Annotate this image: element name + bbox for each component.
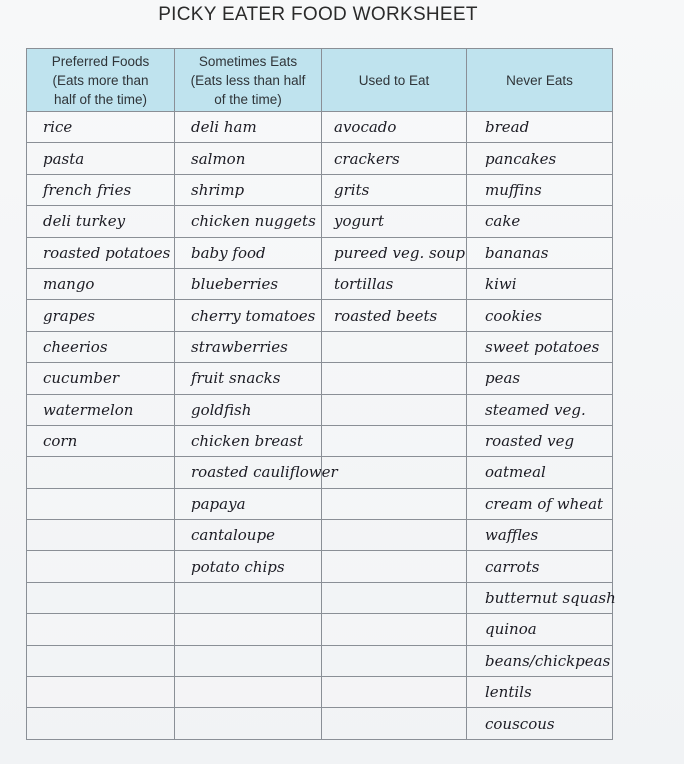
cell-sometimes <box>175 582 322 613</box>
food-entry: bananas <box>485 243 549 262</box>
food-entry: french fries <box>43 180 132 199</box>
table-row <box>27 488 613 519</box>
table-row <box>27 206 613 237</box>
column-header-used-to-eat <box>322 49 467 112</box>
cell-never-eats <box>467 457 613 488</box>
food-entry: sweet potatoes <box>485 337 600 356</box>
food-entry: fruit snacks <box>191 369 281 388</box>
food-entry: roasted beets <box>334 306 438 325</box>
food-entry: couscous <box>485 714 555 733</box>
food-entry: steamed veg. <box>485 400 586 419</box>
cell-never-eats <box>467 551 613 582</box>
food-entry: crackers <box>334 149 400 168</box>
cell-used-to-eat <box>322 457 467 488</box>
cell-used-to-eat <box>322 582 467 613</box>
cell-sometimes <box>175 457 338 488</box>
cell-sometimes <box>175 206 322 237</box>
food-entry: kiwi <box>485 275 517 294</box>
cell-sometimes <box>175 394 322 425</box>
cell-preferred <box>27 425 175 456</box>
cell-used-to-eat <box>322 112 467 143</box>
food-entry: avocado <box>334 118 397 137</box>
cell-preferred <box>27 582 175 613</box>
cell-sometimes <box>175 268 322 299</box>
food-entry: muffins <box>485 180 542 199</box>
food-entry: bread <box>485 118 530 137</box>
column-header-label: Never Eats <box>506 72 573 88</box>
table-row <box>27 614 613 645</box>
cell-preferred <box>27 677 175 708</box>
food-entry: rice <box>43 118 73 137</box>
cell-preferred <box>27 520 175 551</box>
table-row <box>27 300 613 331</box>
food-entry: baby food <box>191 243 266 262</box>
header-row <box>27 49 613 112</box>
table-row <box>27 112 613 143</box>
table-row <box>27 677 613 708</box>
food-entry: chicken breast <box>191 432 303 451</box>
cell-never-eats <box>467 143 613 174</box>
food-entry: cucumber <box>43 369 119 388</box>
food-entry: butternut squash <box>485 589 616 608</box>
cell-preferred <box>27 300 175 331</box>
cell-sometimes <box>175 237 322 268</box>
cell-sometimes <box>175 425 322 456</box>
cell-used-to-eat <box>322 614 467 645</box>
food-entry: oatmeal <box>485 463 546 482</box>
cell-sometimes <box>175 708 322 739</box>
cell-sometimes <box>175 551 322 582</box>
cell-preferred <box>27 206 175 237</box>
cell-preferred <box>27 488 175 519</box>
cell-sometimes <box>175 488 322 519</box>
food-entry: carrots <box>485 557 540 576</box>
table-row <box>27 363 613 394</box>
column-header-label: Sometimes Eats (Eats less than half of the time) <box>190 53 306 107</box>
cell-never-eats <box>467 363 613 394</box>
column-header-sometimes <box>175 49 322 112</box>
cell-preferred <box>27 331 175 362</box>
cell-never-eats <box>467 520 613 551</box>
cell-never-eats <box>467 425 613 456</box>
food-entry: beans/chickpeas <box>485 651 611 670</box>
column-header-preferred <box>27 49 175 112</box>
food-entry: quinoa <box>485 620 537 639</box>
cell-preferred <box>27 394 175 425</box>
table-row <box>27 268 613 299</box>
cell-never-eats <box>467 268 613 299</box>
food-entry: cherry tomatoes <box>191 306 316 325</box>
food-entry: waffles <box>485 526 539 545</box>
food-entry: pureed veg. soup <box>334 243 466 262</box>
food-entry: grits <box>334 180 370 199</box>
food-entry: roasted cauliflower <box>191 463 338 482</box>
cell-sometimes <box>175 331 322 362</box>
cell-never-eats <box>467 206 613 237</box>
cell-preferred <box>27 457 175 488</box>
food-entry: cantaloupe <box>191 526 275 545</box>
cell-preferred <box>27 112 175 143</box>
cell-used-to-eat <box>322 331 467 362</box>
cell-never-eats <box>467 237 613 268</box>
cell-sometimes <box>175 677 322 708</box>
table-row <box>27 582 613 613</box>
worksheet-title: PICKY EATER FOOD WORKSHEET <box>158 4 478 25</box>
food-entry: peas <box>485 369 521 388</box>
cell-preferred <box>27 614 175 645</box>
cell-used-to-eat <box>322 708 467 739</box>
food-entry: cookies <box>485 306 542 325</box>
table-row <box>27 394 613 425</box>
cell-used-to-eat <box>322 363 467 394</box>
cell-used-to-eat <box>322 300 467 331</box>
cell-never-eats <box>467 394 613 425</box>
food-entry: pasta <box>43 149 85 168</box>
column-header-label: Used to Eat <box>358 72 430 88</box>
table-row <box>27 237 613 268</box>
table-row <box>27 331 613 362</box>
cell-never-eats <box>467 300 613 331</box>
food-entry: blueberries <box>191 275 279 294</box>
cell-used-to-eat <box>322 174 467 205</box>
food-entry: grapes <box>43 306 95 325</box>
food-entry: salmon <box>191 149 246 168</box>
cell-never-eats <box>467 331 613 362</box>
cell-sometimes <box>175 300 322 331</box>
cell-used-to-eat <box>322 677 467 708</box>
food-entry: cheerios <box>43 337 108 356</box>
food-entry: papaya <box>191 494 246 513</box>
table-row <box>27 425 613 456</box>
table-body <box>27 112 616 740</box>
cell-sometimes <box>175 614 322 645</box>
food-entry: strawberries <box>191 337 288 356</box>
table-row <box>27 708 613 739</box>
food-entry: yogurt <box>334 212 384 231</box>
column-header-label: Preferred Foods (Eats more than half of the time) <box>51 53 150 107</box>
cell-never-eats <box>467 677 613 708</box>
table-row <box>27 645 613 676</box>
table-row <box>27 551 613 582</box>
food-entry: lentils <box>485 683 532 702</box>
cell-sometimes <box>175 143 322 174</box>
cell-used-to-eat <box>322 520 467 551</box>
cell-preferred <box>27 237 175 268</box>
cell-never-eats <box>467 645 613 676</box>
food-entry: goldfish <box>191 400 252 419</box>
food-entry: mango <box>43 275 95 294</box>
cell-never-eats <box>467 174 613 205</box>
cell-preferred <box>27 551 175 582</box>
food-entry: deli ham <box>191 118 257 137</box>
cell-never-eats <box>467 488 613 519</box>
cell-preferred <box>27 174 175 205</box>
cell-sometimes <box>175 645 322 676</box>
column-header-never-eats <box>467 49 613 112</box>
food-entry: chicken nuggets <box>191 212 316 231</box>
cell-never-eats <box>467 614 613 645</box>
food-entry: cake <box>485 212 521 231</box>
cell-preferred <box>27 645 175 676</box>
cell-used-to-eat <box>322 268 467 299</box>
cell-used-to-eat <box>322 425 467 456</box>
table-row <box>27 457 613 488</box>
food-entry: watermelon <box>43 400 134 419</box>
food-entry: roasted veg <box>485 432 575 451</box>
cell-preferred <box>27 363 175 394</box>
table-row <box>27 520 613 551</box>
cell-used-to-eat <box>322 645 467 676</box>
food-table <box>26 48 616 740</box>
food-entry: shrimp <box>191 180 245 199</box>
table-row <box>27 174 613 205</box>
cell-never-eats <box>467 112 613 143</box>
cell-used-to-eat <box>322 551 467 582</box>
cell-sometimes <box>175 174 322 205</box>
food-entry: deli turkey <box>43 212 126 231</box>
cell-preferred <box>27 708 175 739</box>
food-entry: roasted potatoes <box>43 243 171 262</box>
table-row <box>27 143 613 174</box>
cell-sometimes <box>175 112 322 143</box>
food-entry: potato chips <box>191 557 285 576</box>
cell-never-eats <box>467 708 613 739</box>
food-entry: tortillas <box>334 275 394 294</box>
cell-used-to-eat <box>322 394 467 425</box>
cell-used-to-eat <box>322 143 467 174</box>
food-entry: pancakes <box>485 149 557 168</box>
cell-preferred <box>27 268 175 299</box>
food-entry: cream of wheat <box>485 494 604 513</box>
food-entry: corn <box>43 432 78 451</box>
cell-used-to-eat <box>322 206 467 237</box>
cell-sometimes <box>175 363 322 394</box>
cell-used-to-eat <box>322 237 467 268</box>
cell-used-to-eat <box>322 488 467 519</box>
cell-preferred <box>27 143 175 174</box>
cell-sometimes <box>175 520 322 551</box>
cell-never-eats <box>467 582 616 613</box>
